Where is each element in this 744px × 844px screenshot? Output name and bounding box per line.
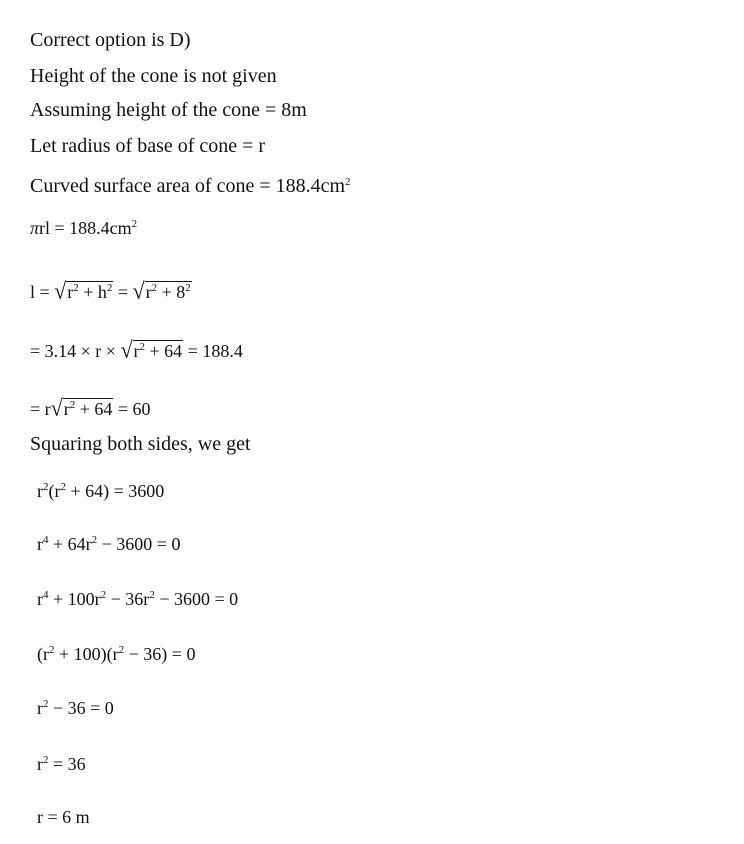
csa-text: Curved surface area of cone = 188.4cm (30, 175, 346, 197)
substitution-prefix: = 3.14 × r × (30, 341, 121, 361)
sqrt-r2-82 (133, 279, 192, 304)
assumption-line (30, 98, 307, 122)
term: (r (48, 481, 61, 501)
simplified-prefix: = r (30, 399, 51, 419)
csa-exponent: 2 (345, 176, 351, 188)
radicand-8: + 8 (157, 282, 186, 302)
equation-step-6 (37, 752, 86, 776)
exponent: 2 (43, 698, 49, 710)
radical-sign: √ (120, 336, 133, 363)
exponent: 4 (43, 534, 49, 546)
pirl-text: rl = 188.4cm (39, 218, 132, 238)
term: − 36 = 0 (48, 698, 114, 718)
answer-text: Correct option is D) (30, 29, 191, 51)
csa-line (30, 174, 351, 198)
substitution-result: = 188.4 (183, 341, 243, 361)
squaring-line (30, 432, 251, 456)
term: r (37, 754, 43, 774)
pirl-equation (30, 216, 137, 240)
radicand-exp: 2 (69, 399, 76, 411)
pirl-exponent: 2 (131, 218, 138, 230)
radicand-exp: 2 (185, 282, 191, 294)
term: r (37, 481, 43, 501)
radicand-exp: 2 (139, 341, 146, 353)
term: r (37, 589, 43, 609)
substitution-equation (30, 338, 243, 363)
term: − 3600 = 0 (154, 589, 239, 609)
final-answer (37, 805, 90, 829)
radius-line (30, 134, 265, 158)
radicand-r: r (145, 282, 152, 302)
term: − 36r (106, 589, 150, 609)
term: (r (37, 644, 49, 664)
equation-step-5 (37, 696, 114, 720)
term: − 3600 = 0 (97, 534, 181, 554)
radicand-r: r (67, 282, 74, 302)
squaring-text: Squaring both sides, we get (30, 433, 251, 455)
radicand-exp: 2 (151, 282, 158, 294)
assumption-text: Assuming height of the cone = 8m (30, 99, 307, 121)
equation-step-3 (37, 587, 238, 611)
term: − 36) = 0 (124, 644, 196, 664)
radical-sign: √ (132, 277, 145, 304)
term: r (37, 534, 43, 554)
radicand (63, 398, 114, 419)
radicand-h: + h (78, 282, 107, 302)
sqrt-r2-64-b (51, 396, 114, 421)
note-text: Height of the cone is not given (30, 65, 277, 87)
term: + 64) = 3600 (66, 481, 165, 501)
radicand-exp: 2 (73, 282, 79, 294)
radical-sign: √ (54, 277, 67, 304)
radicand (145, 281, 192, 302)
radicand-r: r (63, 399, 70, 419)
equation-step-1 (37, 479, 164, 503)
term: + 100)(r (54, 644, 119, 664)
answer-line (30, 28, 191, 52)
term: + 64r (48, 534, 92, 554)
note-line (30, 64, 277, 88)
slant-prefix: l = (30, 282, 55, 302)
equation-step-2 (37, 532, 180, 556)
radicand-64: + 64 (145, 341, 183, 361)
exponent: 2 (49, 644, 55, 656)
radicand (66, 281, 113, 302)
exponent: 2 (118, 644, 125, 656)
pi-symbol: π (30, 218, 40, 238)
equals-sign: = (113, 282, 133, 302)
simplified-result: = 60 (113, 399, 151, 419)
final-answer-text: r = 6 m (37, 807, 90, 827)
equation-step-4 (37, 642, 195, 666)
term: r (37, 698, 43, 718)
radicand (133, 340, 184, 361)
term: + 100r (48, 589, 101, 609)
exponent: 2 (43, 754, 49, 766)
sqrt-r2-64 (120, 338, 183, 363)
exponent: 2 (91, 534, 98, 546)
exponent: 2 (100, 589, 107, 601)
radicand-exp: 2 (106, 282, 113, 294)
exponent: 2 (60, 481, 66, 493)
radicand-r: r (133, 341, 140, 361)
slant-height-equation (30, 279, 192, 304)
radius-text: Let radius of base of cone = r (30, 135, 266, 157)
simplified-equation (30, 396, 151, 421)
exponent: 2 (43, 481, 49, 493)
radicand-64: + 64 (75, 399, 113, 419)
exponent: 4 (43, 589, 49, 601)
radical-sign: √ (50, 394, 63, 421)
sqrt-r2-h2 (54, 279, 113, 304)
term: = 36 (48, 754, 86, 774)
exponent: 2 (149, 589, 155, 601)
